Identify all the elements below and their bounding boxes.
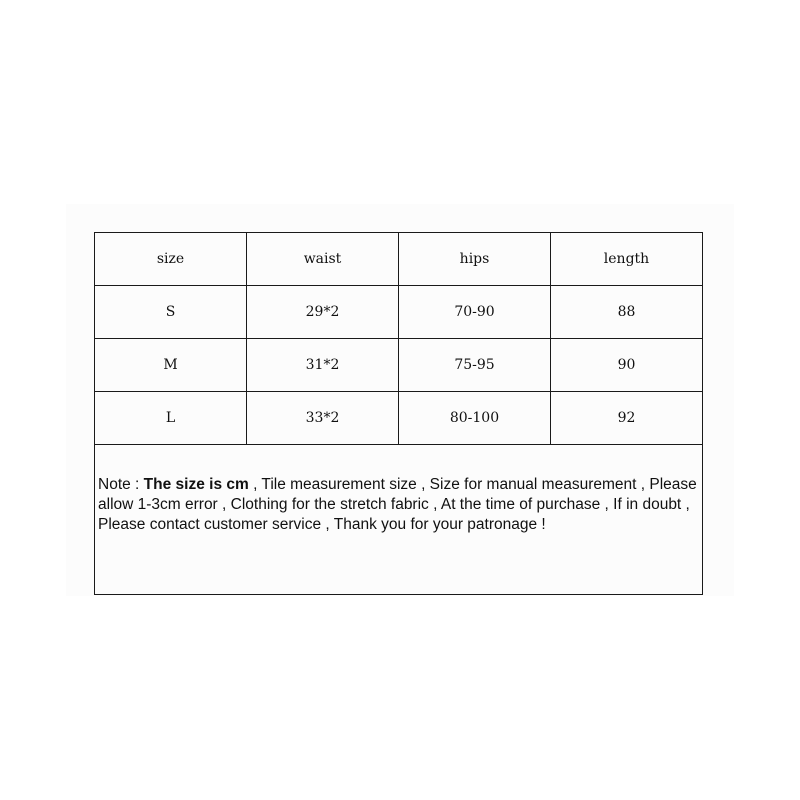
cell-waist: 29*2 (247, 286, 399, 339)
cell-hips: 75-95 (399, 339, 551, 392)
note-cell (95, 445, 703, 595)
cell-size: M (95, 339, 247, 392)
cell-waist: 31*2 (247, 339, 399, 392)
cell-waist: 33*2 (247, 392, 399, 445)
cell-size: S (95, 286, 247, 339)
table-row (95, 339, 703, 392)
note-bold-text: The size is cm (143, 476, 249, 493)
cell-length: 92 (551, 392, 703, 445)
note-row (95, 445, 703, 595)
cell-hips: 70-90 (399, 286, 551, 339)
size-chart-table (94, 232, 703, 595)
header-size: size (95, 233, 247, 286)
cell-hips: 80-100 (399, 392, 551, 445)
table-row (95, 392, 703, 445)
header-row (95, 233, 703, 286)
header-hips: hips (399, 233, 551, 286)
cell-length: 90 (551, 339, 703, 392)
note-text: , Tile measurement size , Size for manual measurement , Please allow 1-3cm error , Clothing for the stretch fabric , At the time of purchase , If in doubt , Please contact customer service , Thank you for your patronage ! (98, 476, 697, 533)
table-row (95, 286, 703, 339)
header-waist: waist (247, 233, 399, 286)
cell-length: 88 (551, 286, 703, 339)
cell-size: L (95, 392, 247, 445)
header-length: length (551, 233, 703, 286)
note-prefix: Note : (98, 476, 144, 493)
